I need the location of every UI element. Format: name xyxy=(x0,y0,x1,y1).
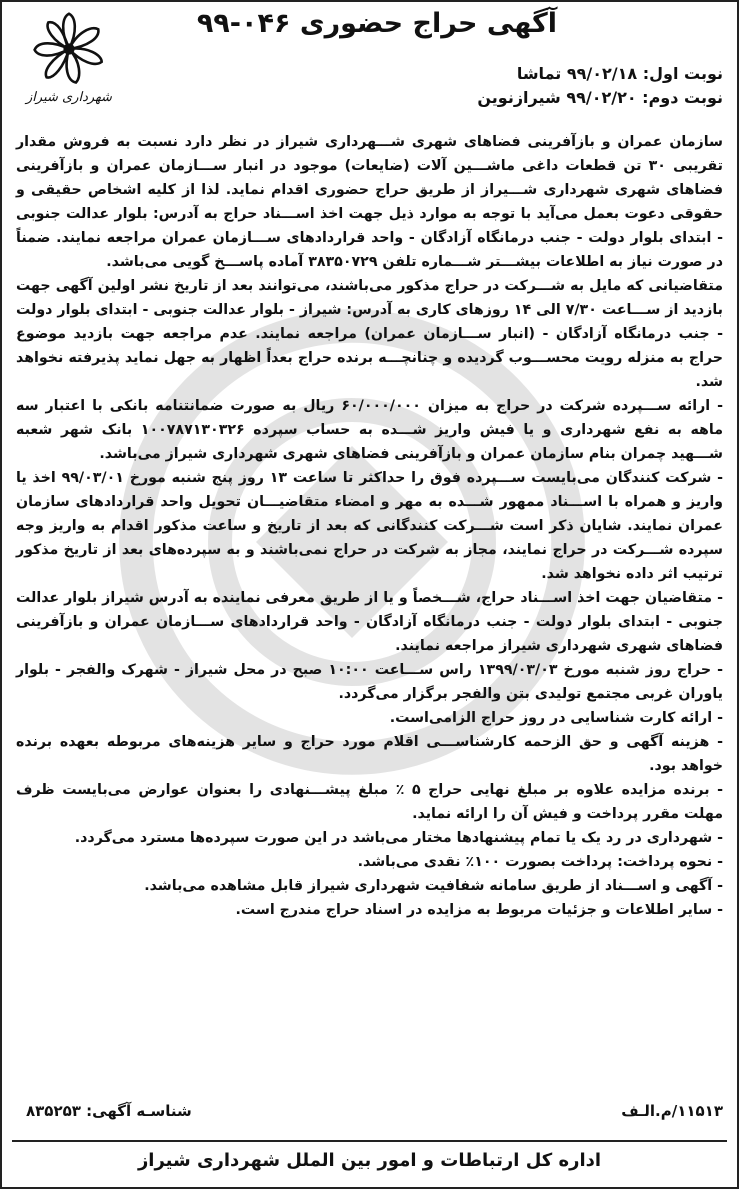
flower-emblem-icon xyxy=(26,10,112,88)
paragraph: - حراج روز شنبه مورخ ۱۳۹۹/۰۳/۰۳ راس ســـاعت ۱۰:۰۰ صبح در محل شیراز - شهرک والفجر - بلوار یاوران غربی مجتمع تولیدی بتن والفجر برگزار می‌گردد. xyxy=(16,662,723,702)
date-first: نوبت اول: ۹۹/۰۲/۱۸ تماشا xyxy=(516,64,723,83)
publication-dates xyxy=(477,62,723,110)
header xyxy=(2,2,737,122)
announcement-body xyxy=(2,130,737,922)
paragraph: - متقاضیان جهت اخذ اســـناد حراج، شـــخصاً و یا از طریق معرفی نماینده به آدرس شیراز بلوار عدالت جنوبی - ابتدای بلوار دولت - جنب درمانگاه آزادگان - واحد قراردادهای ســـازمان عمران و بازآفرینی فضاهای شهری شهرداری شیراز مراجعه نمایند. xyxy=(16,590,723,654)
organization-footer: اداره کل ارتباطات و امور بین الملل شهرداری شیراز xyxy=(137,1150,602,1171)
paragraph: - آگهی و اســـناد از طریق سامانه شفافیت شهرداری شیراز قابل مشاهده می‌باشد. xyxy=(144,878,723,894)
reference-code: ۱۱۵۱۳/م.الـف xyxy=(621,1102,723,1120)
paragraph: - ارائه کارت شناسایی در روز حراج الزامی‌است. xyxy=(389,710,723,726)
paragraph: - شرکت کنندگان می‌بایست ســـپرده فوق را حداکثر تا ساعت ۱۳ روز پنج شنبه مورخ ۹۹/۰۳/۰۱ اخذ یا واریز و همراه با اســـناد ممهور شـــده به مهر و امضاء متقاضیـــان تحویل واحد قراردادهای سازمان عمران نمایند. شایان ذکر است شـــرکت کنندگانی که بعد از تاریخ و ساعت مذکور اقدام به واریز وجه سپرده شـــرکت در حراج نمایند، مجاز به شرکت در حراج نمی‌باشند و به سپرده‌های بعد از تاریخ مذکور ترتیب اثر داده نخواهد شد. xyxy=(16,470,723,582)
paragraph: - شهرداری در رد یک یا تمام پیشنهادها مختار می‌باشد در این صورت سپرده‌ها مسترد می‌گردد. xyxy=(74,830,723,846)
paragraph: متقاضیانی که مایل به شـــرکت در حراج مذکور می‌باشند، می‌توانند بعد از تاریخ نشر اولین آگهی جهت بازدید از ســـاعت ۷/۳۰ الی ۱۴ روزهای کاری به آدرس: شیراز - بلوار عدالت جنوبی - ابتدای بلوار دولت - جنب درمانگاه آزادگان - (انبار ســـازمان عمران) مراجعه نمایند. عدم مراجعه جهت بازدید موضوع حراج به منزله رویت محســـوب گردیده و چنانچـــه برنده حراج بعداً اظهار به جهل نماید پذیرفته نخواهد شد. xyxy=(16,278,723,390)
paragraph: - سایر اطلاعات و جزئیات مربوط به مزایده در اسناد حراج مندرج است. xyxy=(235,902,723,918)
footer-divider xyxy=(12,1140,727,1142)
paragraph: - ارائه ســـپرده شرکت در حراج به میزان ۶۰/۰۰۰/۰۰۰ ریال به صورت ضمانتنامه بانکی با اعتبار سه ماهه به نفع شهرداری و یا فیش واریز شـــده به حساب سپرده ۱۰۰۷۸۷۱۳۰۳۲۶ بانک شهر شعبه شـــهید چمران بنام سازمان عمران و بازآفرینی فضاهای شهری شهرداری شیراز می‌باشد. xyxy=(16,398,724,462)
paragraph: سازمان عمران و بازآفرینی فضاهای شهری شـــهرداری شیراز در نظر دارد نسبت به فروش مقدار تقریبی ۳۰ تن قطعات داغی ماشـــین آلات (ضایعات) موجود در انبار ســـازمان عمران و بازآفرینی فضاهای شهری شهرداری شـــیراز از طریق حراج حضوری اقدام نماید. لذا از کلیه اشخاص حقیقی و حقوقی دعوت بعمل می‌آید با توجه به موارد ذیل جهت اخذ اســـناد حراج به آدرس: بلوار عدالت جنوبی - ابتدای بلوار دولت - جنب درمانگاه آزادگان - واحد قراردادهای ســـازمان عمران مراجعه نمایند. ضمناً در صورت نیاز به اطلاعات بیشـــتر شـــماره تلفن ۳۸۳۵۰۷۲۹ آماده پاســـخ گویی می‌باشد. xyxy=(16,134,723,270)
logo-caption: شهرداری شیراز xyxy=(26,90,112,105)
page-title: آگهی حراج حضوری ۰۴۶-۹۹ xyxy=(196,8,557,39)
paragraph: - هزینه آگهی و حق الزحمه کارشناســـی اقلام مورد حراج و سایر هزینه‌های مربوطه بعهده برنده خواهد بود. xyxy=(16,734,723,774)
municipality-logo xyxy=(14,10,124,120)
paragraph: - برنده مزایده علاوه بر مبلغ نهایی حراج ۵ ٪ مبلغ پیشـــنهادی را بعنوان عوارض می‌بایست ظرف مهلت مقرر پرداخت و فیش آن را ارائه نماید. xyxy=(16,782,723,822)
paragraph: - نحوه پرداخت: پرداخت بصورت ۱۰۰٪ نقدی می‌باشد. xyxy=(357,854,723,870)
date-second: نوبت دوم: ۹۹/۰۲/۲۰ شیرازنوین xyxy=(477,88,723,107)
footer-codes xyxy=(16,1102,723,1132)
ad-id: شناسـه آگهی: ۸۳۵۲۵۳ xyxy=(26,1102,192,1120)
